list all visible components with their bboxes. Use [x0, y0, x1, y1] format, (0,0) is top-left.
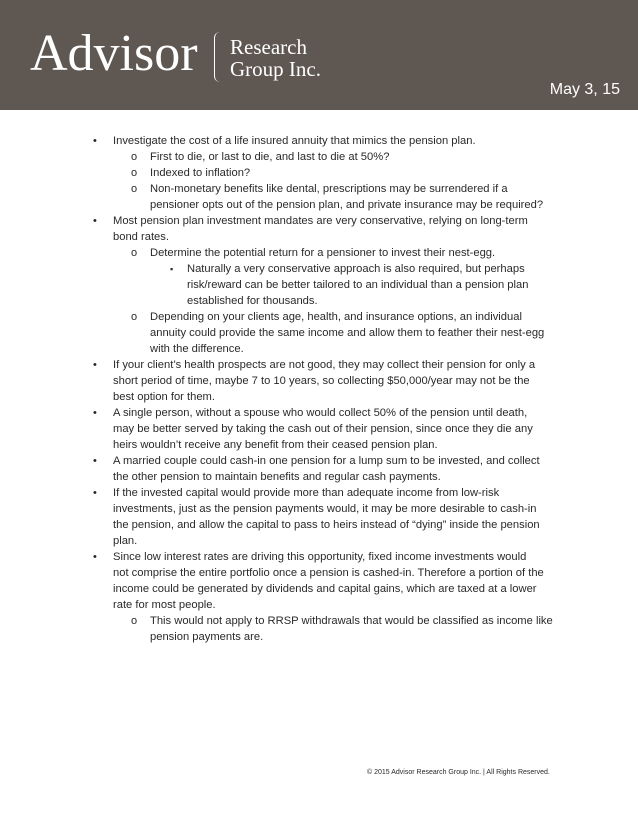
logo-brace-divider — [214, 32, 223, 82]
logo-subtitle-line2: Group Inc. — [230, 57, 321, 81]
list-item-line: the pension, and allow the capital to pass to heirs instead of “dying” inside the pension — [113, 519, 540, 531]
list-item-text — [150, 181, 543, 213]
list-item-line: First to die, or last to die, and last to die at 50%? — [150, 151, 390, 163]
list-item-line: Most pension plan investment mandates are very conservative, relying on long-term — [113, 215, 528, 227]
list-item-text — [113, 213, 528, 245]
list-item-text — [150, 309, 544, 357]
level1-bullet-icon: • — [93, 551, 97, 563]
copyright-footer: © 2015 Advisor Research Group Inc. | All Rights Reserved. — [367, 769, 550, 776]
level2-bullet-icon: o — [131, 151, 138, 163]
list-item-line: pensioner opts out of the pension plan, and private insurance may be required? — [150, 199, 544, 211]
list-item-text — [150, 613, 553, 645]
list-item-text — [150, 149, 389, 165]
list-item-line: established for thousands. — [187, 295, 318, 307]
level2-bullet-icon: o — [131, 615, 138, 627]
list-item-line: risk/reward can be better tailored to an individual than a pension plan — [187, 279, 529, 291]
list-item-text — [113, 405, 533, 453]
list-item-line: Naturally a very conservative approach is also required, but perhaps — [187, 263, 525, 275]
list-item-line: Non-monetary benefits like dental, prescriptions may be surrendered if a — [150, 183, 508, 195]
list-item-line: investments, just as the pension payments would, it may be more desirable to cash-in — [113, 503, 537, 515]
level2-bullet-icon: o — [131, 183, 138, 195]
list-item-line: best option for them. — [113, 391, 215, 403]
list-item-text — [113, 133, 476, 149]
list-item-line: the other pension to maintain benefits and regular cash payments. — [113, 471, 441, 483]
level2-bullet-icon: o — [131, 167, 138, 179]
list-item-text — [150, 165, 250, 181]
list-item-line: not comprise the entire portfolio once a pension is cashed-in. Therefore a portion of the — [113, 567, 544, 579]
logo-subtitle — [230, 36, 321, 80]
list-item-text — [113, 357, 535, 405]
list-item-line: Since low interest rates are driving this opportunity, fixed income investments would — [113, 551, 527, 563]
list-item-line: This would not apply to RRSP withdrawals that would be classified as income like — [150, 615, 553, 627]
level1-bullet-icon: • — [93, 407, 97, 419]
list-item-line: A single person, without a spouse who would collect 50% of the pension until death, — [113, 407, 528, 419]
logo-subtitle-line1: Research — [230, 35, 307, 59]
list-item-line: Determine the potential return for a pensioner to invest their nest-egg. — [150, 247, 496, 259]
list-item-line: Depending on your clients age, health, and insurance options, an individual — [150, 311, 522, 323]
level1-bullet-icon: • — [93, 359, 97, 371]
level2-bullet-icon: o — [131, 247, 138, 259]
list-item-text — [113, 453, 540, 485]
list-item-line: Investigate the cost of a life insured annuity that mimics the pension plan. — [113, 135, 476, 147]
document-date: May 3, 15 — [549, 81, 620, 98]
list-item-line: bond rates. — [113, 231, 169, 243]
level1-bullet-icon: • — [93, 215, 97, 227]
list-item-line: If the invested capital would provide more than adequate income from low-risk — [113, 487, 500, 499]
level1-bullet-icon: • — [93, 487, 97, 499]
list-item-line: may be better served by taking the cash out of their pension, since once they die any — [113, 423, 533, 435]
list-item-line: heirs wouldn’t receive any benefit from their ceased pension plan. — [113, 439, 438, 451]
list-item-line: plan. — [113, 535, 138, 547]
list-item-text — [187, 261, 528, 309]
list-item-line: Indexed to inflation? — [150, 167, 251, 179]
list-item-line: A married couple could cash-in one pension for a lump sum to be invested, and collect — [113, 455, 540, 467]
logo-wordmark: Advisor — [30, 25, 198, 82]
list-item-line: income could be generated by dividends and capital gains, which are taxed at a lower — [113, 583, 537, 595]
list-item-line: If your client’s health prospects are not good, they may collect their pension for only a — [113, 359, 536, 371]
level1-bullet-icon: • — [93, 455, 97, 467]
list-item-line: short period of time, maybe 7 to 10 years, so collecting $50,000/year may not be the — [113, 375, 530, 387]
list-item-line: pension payments are. — [150, 631, 264, 643]
list-item-text — [113, 485, 540, 549]
list-item-text — [150, 245, 495, 261]
level2-bullet-icon: o — [131, 311, 138, 323]
level3-bullet-icon: ▪ — [170, 264, 174, 274]
page-header — [0, 0, 638, 110]
level1-bullet-icon: • — [93, 135, 97, 147]
list-item-line: with the difference. — [150, 343, 244, 355]
list-item-line: annuity could provide the same income and allow them to feather their nest-egg — [150, 327, 545, 339]
list-item-line: rate for most people. — [113, 599, 216, 611]
list-item-text — [113, 549, 544, 613]
